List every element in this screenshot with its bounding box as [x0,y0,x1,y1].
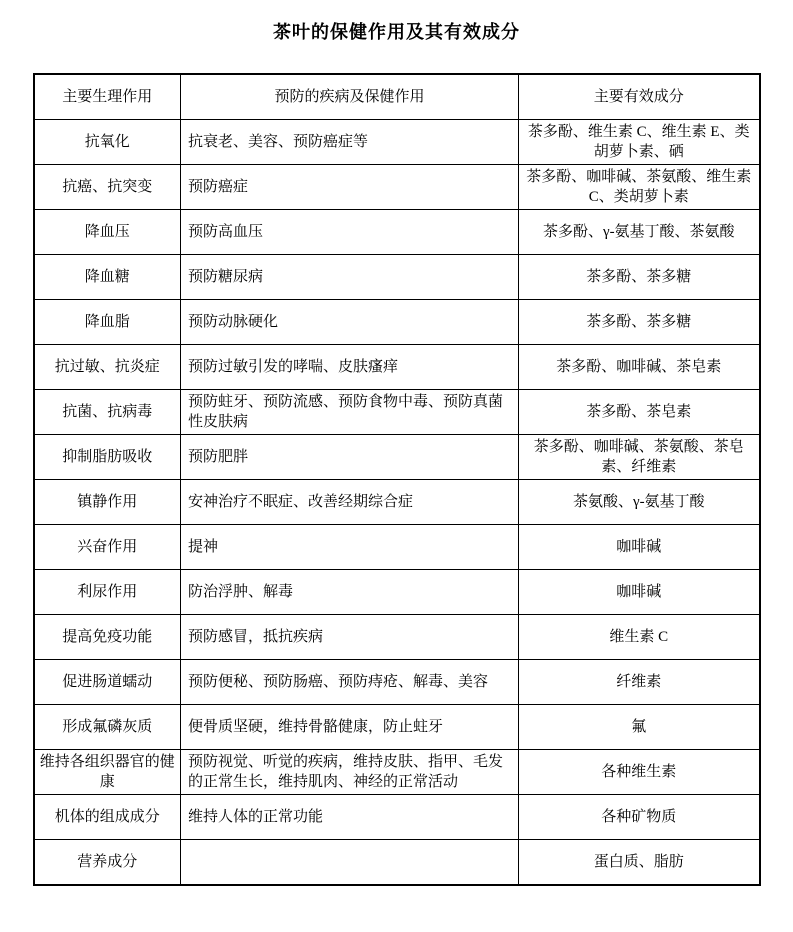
table-row [34,480,760,525]
column-header-disease-prevention: 预防的疾病及保健作用 [181,74,519,120]
tea-benefits-table [33,73,761,886]
table-cell: 预防过敏引发的哮喘、皮肤瘙痒 [181,345,519,390]
table-row [34,255,760,300]
column-header-effective-component: 主要有效成分 [519,74,760,120]
table-cell: 抗癌、抗突变 [34,165,181,210]
table-cell: 预防高血压 [181,210,519,255]
page-title: 茶叶的保健作用及其有效成分 [273,22,520,42]
table-cell: 抗氧化 [34,120,181,165]
table-cell: 预防便秘、预防肠癌、预防痔疮、解毒、美容 [181,660,519,705]
table-cell: 茶多酚、咖啡碱、茶氨酸、维生素 C、类胡萝卜素 [519,165,760,210]
table-cell: 茶多酚、咖啡碱、茶皂素 [519,345,760,390]
table-cell: 维生素 C [519,615,760,660]
table-cell: 抑制脂肪吸收 [34,435,181,480]
table-cell: 防治浮肿、解毒 [181,570,519,615]
table-cell: 纤维素 [519,660,760,705]
table-cell: 预防视觉、听觉的疾病，维持皮肤、指甲、毛发的正常生长，维持肌肉、神经的正常活动 [181,750,519,795]
table-row [34,660,760,705]
table-cell: 提神 [181,525,519,570]
table-cell: 维持人体的正常功能 [181,795,519,840]
table-row [34,840,760,886]
table-row [34,570,760,615]
table-cell: 各种维生素 [519,750,760,795]
table-row [34,435,760,480]
table-cell: 茶多酚、γ-氨基丁酸、茶氨酸 [519,210,760,255]
table-cell: 利尿作用 [34,570,181,615]
table-cell: 抗菌、抗病毒 [34,390,181,435]
table-cell: 维持各组织器官的健康 [34,750,181,795]
table-cell: 茶多酚、茶多糖 [519,255,760,300]
table-row [34,705,760,750]
table-cell: 促进肠道蠕动 [34,660,181,705]
table-cell: 抗衰老、美容、预防癌症等 [181,120,519,165]
table-cell: 预防肥胖 [181,435,519,480]
table-body [34,120,760,886]
table-cell: 咖啡碱 [519,525,760,570]
table-cell: 预防感冒，抵抗疾病 [181,615,519,660]
table-cell: 预防糖尿病 [181,255,519,300]
table-cell: 降血脂 [34,300,181,345]
table-cell: 兴奋作用 [34,525,181,570]
table-cell: 咖啡碱 [519,570,760,615]
document-page [0,21,793,886]
table-cell: 机体的组成成分 [34,795,181,840]
column-header-physiological-function: 主要生理作用 [34,74,181,120]
table-cell: 营养成分 [34,840,181,886]
table-cell: 预防动脉硬化 [181,300,519,345]
table-cell: 氟 [519,705,760,750]
table-cell: 茶氨酸、γ-氨基丁酸 [519,480,760,525]
table-cell: 各种矿物质 [519,795,760,840]
table-row [34,525,760,570]
table-cell: 降血糖 [34,255,181,300]
table-row [34,120,760,165]
table-row [34,345,760,390]
table-cell: 镇静作用 [34,480,181,525]
table-cell: 安神治疗不眠症、改善经期综合症 [181,480,519,525]
table-row [34,165,760,210]
table-cell [181,840,519,886]
table-cell: 预防癌症 [181,165,519,210]
table-cell: 便骨质坚硬，维持骨骼健康，防止蛀牙 [181,705,519,750]
table-row [34,300,760,345]
table-row [34,615,760,660]
table-cell: 茶多酚、茶皂素 [519,390,760,435]
table-cell: 抗过敏、抗炎症 [34,345,181,390]
table-cell: 提高免疫功能 [34,615,181,660]
table-cell: 预防蛀牙、预防流感、预防食物中毒、预防真菌性皮肤病 [181,390,519,435]
table-cell: 形成氟磷灰质 [34,705,181,750]
table-row [34,210,760,255]
table-cell: 蛋白质、脂肪 [519,840,760,886]
table-row [34,390,760,435]
table-header-row [34,74,760,120]
table-cell: 茶多酚、维生素 C、维生素 E、类胡萝卜素、硒 [519,120,760,165]
table-cell: 茶多酚、茶多糖 [519,300,760,345]
table-cell: 茶多酚、咖啡碱、茶氨酸、茶皂素、纤维素 [519,435,760,480]
table-cell: 降血压 [34,210,181,255]
table-row [34,750,760,795]
table-row [34,795,760,840]
